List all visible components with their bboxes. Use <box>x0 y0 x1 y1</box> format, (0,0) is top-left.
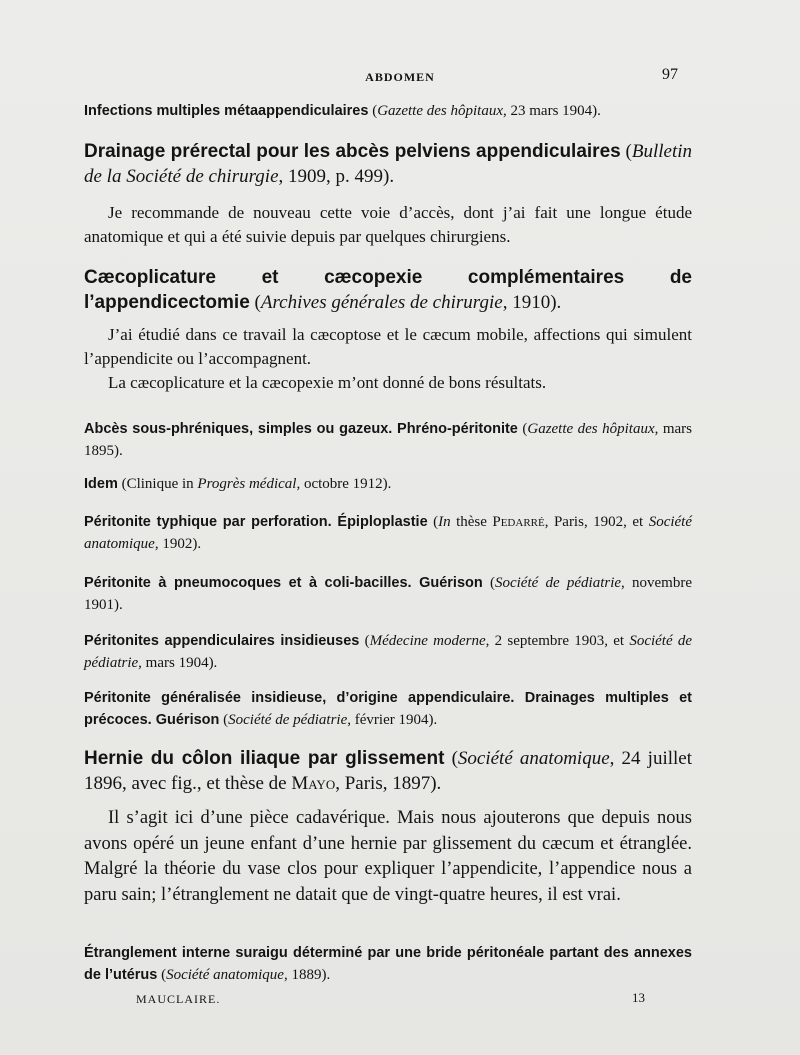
entry-heading: Péritonite généralisée insidieuse, d’origine appendiculaire. Drainages multiples et précoces. Guérison (Société de pédiatrie, février 1904). <box>84 690 692 728</box>
entry-heading: Péritonites appendiculaires insidieuses (Médecine moderne, 2 septembre 1903, et Société de pédiatrie, mars 1904). <box>84 633 693 671</box>
entry-title: Péritonite généralisée insidieuse, d’origine appendiculaire. Drainages multiples et précoces. Guérison <box>84 690 692 728</box>
entry-heading: Hernie du côlon iliaque par glissement (Société anatomique, 24 juillet 1896, avec fig., et thèse de Mayo, Paris, 1897). <box>84 748 693 794</box>
entry-heading: Cæcoplicature et cæcopexie complémentaires de l’appendicectomie (Archives générales de chirurgie, 1910). <box>84 267 692 313</box>
entry-source: Société de pédiatrie <box>494 575 622 591</box>
entry-heading: Péritonite typhique par perforation. Épiploplastie (In thèse Pedarré, Paris, 1902, et Société anatomique, 1902). <box>84 514 692 552</box>
entry-hernie-colon <box>84 746 692 908</box>
entry-body: La cæcoplicature et la cæcopexie m’ont donné de bons résultats. <box>108 373 547 392</box>
entry-title: Abcès sous-phréniques, simples ou gazeux. Phréno-péritonite <box>84 421 518 437</box>
page-number: 97 <box>662 66 678 83</box>
entry-source: Société de pédiatrie <box>84 633 693 671</box>
author-name: Mayo <box>291 773 336 794</box>
entry-title: Péritonite typhique par perforation. Épiploplastie <box>84 514 428 530</box>
entry-title: Péritonites appendiculaires insidieuses <box>84 633 360 649</box>
entry-source: Société de pédiatrie <box>228 712 348 728</box>
entry-peritonite-pneumocoques <box>84 572 692 616</box>
author-name: Pedarré <box>492 514 545 530</box>
entry-title: Idem <box>84 476 118 492</box>
entry-caecoplicature <box>84 265 692 395</box>
entry-heading: Étranglement interne suraigu déterminé par une bride péritonéale partant des annexes de l’utérus (Société anatomique, 1889). <box>84 945 692 983</box>
entry-source: Progrès médical <box>197 476 297 492</box>
entry-source: Archives générales de chirurgie <box>260 292 503 313</box>
entry-title: Hernie du côlon iliaque par glissement <box>84 748 445 769</box>
entry-heading: Infections multiples métaappendiculaires (Gazette des hôpitaux, 23 mars 1904). <box>84 103 601 119</box>
entry-source: Société anatomique <box>457 748 610 769</box>
entry-title: Étranglement interne suraigu déterminé par une bride péritonéale partant des annexes de l’utérus <box>84 945 692 983</box>
entry-infections-multiples <box>84 100 692 122</box>
entry-source: Bulletin de la Société de chirurgie <box>84 141 692 187</box>
entry-source: Société anatomique <box>166 967 284 983</box>
entry-title: Cæcoplicature et cæcopexie complémentaires de l’appendicectomie <box>84 267 692 313</box>
entry-peritonite-typhique <box>84 511 692 555</box>
entry-heading: Idem (Clinique in Progrès médical, octobre 1912). <box>84 476 392 492</box>
entry-title: Péritonite à pneumocoques et à coli-bacilles. Guérison <box>84 575 483 591</box>
footer-author: MAUCLAIRE. <box>136 992 221 1006</box>
footer-signature: 13 <box>632 990 645 1005</box>
entry-peritonite-generalisee <box>84 687 692 731</box>
entry-heading: Abcès sous-phréniques, simples ou gazeux. Phréno-péritonite (Gazette des hôpitaux, mars 1895). <box>84 421 693 459</box>
entry-body: J’ai étudié dans ce travail la cæcoptose et le cæcum mobile, affections qui simulent l’appendicite ou l’accompagnent. <box>84 325 692 368</box>
entry-source: Médecine moderne <box>369 633 486 649</box>
entry-source: Gazette des hôpitaux <box>377 103 503 119</box>
entry-body: Je recommande de nouveau cette voie d’accès, dont j’ai fait une longue étude anatomique et qui a été suivie depuis par quelques chirurgiens. <box>84 203 692 246</box>
entry-etranglement-interne <box>84 942 692 986</box>
entry-drainage-prerectal <box>84 139 692 249</box>
entry-peritonites-appendiculaires <box>84 630 692 674</box>
entry-source: Gazette des hôpitaux <box>527 421 655 437</box>
entry-idem <box>84 473 692 495</box>
entry-source: Société anatomique <box>84 514 692 552</box>
entry-abces-sous-phreniques <box>84 418 692 462</box>
entry-body: Il s’agit ici d’une pièce cadavérique. Mais nous ajouterons que depuis nous avons opéré un jeune enfant d’une hernie par glissement du cæcum et étranglée. Malgré la théorie du vase clos pour expliquer l’appendicite, l’appendice nous a paru sain; l’étranglement ne datait que de vingt-quatre heures, il est vrai. <box>84 808 692 905</box>
entry-heading: Péritonite à pneumocoques et à coli-bacilles. Guérison (Société de pédiatrie, novembre 1901). <box>84 575 692 613</box>
entry-heading: Drainage prérectal pour les abcès pelviens appendiculaires (Bulletin de la Société de chirurgie, 1909, p. 499). <box>84 141 692 187</box>
entry-title: Infections multiples métaappendiculaires <box>84 103 369 119</box>
entry-title: Drainage prérectal pour les abcès pelviens appendiculaires <box>84 141 621 162</box>
running-header-title: ABDOMEN <box>365 70 435 84</box>
